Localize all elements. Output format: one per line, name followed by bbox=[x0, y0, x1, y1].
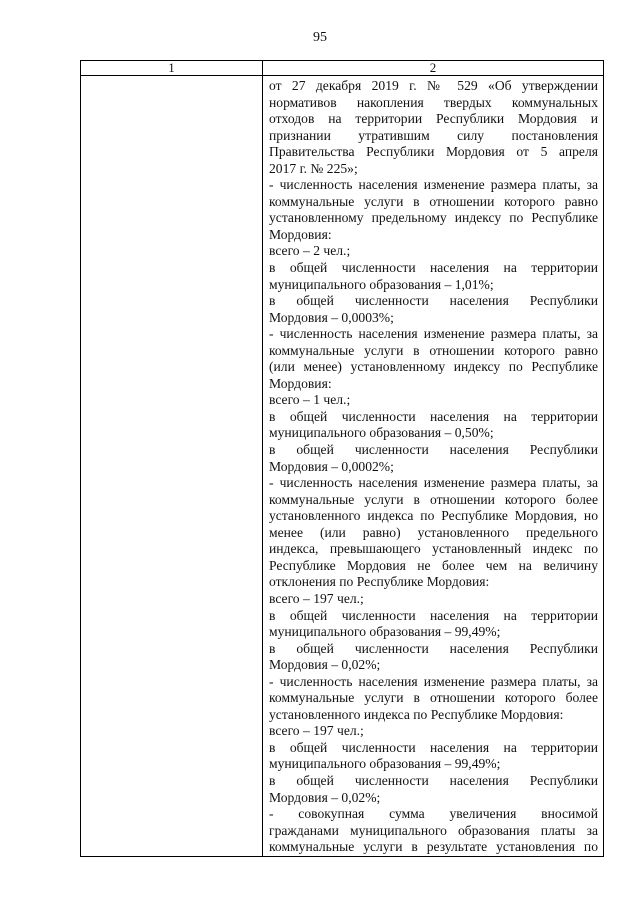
text-line: муниципального образования – 99,49%; bbox=[269, 756, 501, 772]
text-line: коммунальные услуги в отношении которого более bbox=[269, 491, 598, 507]
column-header-1: 1 bbox=[81, 61, 263, 76]
table-header-row bbox=[81, 61, 604, 76]
text-line: (или менее) установленному индексу по Республике bbox=[269, 359, 598, 375]
text-line: установленному предельному индексу по Республике bbox=[269, 210, 598, 226]
text-line: Мордовия: bbox=[269, 226, 332, 242]
text-line: установленного индекса по Республике Мордовия, но bbox=[269, 508, 598, 524]
text-line: в общей численности населения Республики bbox=[269, 640, 598, 656]
text-line: муниципального образования – 99,49%; bbox=[269, 624, 501, 640]
text-line: муниципального образования – 1,01%; bbox=[269, 276, 494, 292]
text-line: индекса, превышающего установленный индекс по bbox=[269, 541, 598, 557]
text-line: нормативов накопления твердых коммунальных bbox=[269, 94, 598, 110]
text-line: коммунальные услуги в отношении которого равно bbox=[269, 193, 598, 209]
text-line: в общей численности населения на территории bbox=[269, 739, 598, 755]
right-cell bbox=[263, 76, 604, 857]
text-line: в общей численности населения Республики bbox=[269, 442, 598, 458]
text-line: установленного индекса по Республике Мордовия: bbox=[269, 706, 564, 722]
text-line: Правительства Республики Мордовия от 5 апреля bbox=[269, 144, 598, 160]
text-line: Мордовия – 0,02%; bbox=[269, 789, 381, 805]
table-row bbox=[81, 76, 604, 857]
text-line: Мордовия – 0,02%; bbox=[269, 657, 381, 673]
text-line: коммунальные услуги в отношении которого более bbox=[269, 690, 598, 706]
column-header-2: 2 bbox=[263, 61, 604, 76]
text-line: муниципального образования – 0,50%; bbox=[269, 425, 494, 441]
text-line: признании утратившим силу постановления bbox=[269, 127, 598, 143]
text-line: всего – 1 чел.; bbox=[269, 392, 351, 408]
text-line: коммунальные услуги в результате установления по bbox=[269, 839, 598, 855]
text-line: в общей численности населения Республики bbox=[269, 293, 598, 309]
document-table bbox=[80, 60, 604, 857]
text-line: Республике Мордовия не более чем на величину bbox=[269, 557, 598, 573]
text-line: - численность населения изменение размера платы, за bbox=[269, 177, 598, 193]
text-line: менее (или равно) установленного предельного bbox=[269, 524, 598, 540]
text-line: всего – 197 чел.; bbox=[269, 590, 364, 606]
text-line: Мордовия – 0,0003%; bbox=[269, 309, 394, 325]
text-line: коммунальные услуги в отношении которого равно bbox=[269, 342, 598, 358]
text-line: всего – 2 чел.; bbox=[269, 243, 351, 259]
text-line: отклонения по Республике Мордовия: bbox=[269, 574, 490, 590]
text-line: гражданами муниципального образования платы за bbox=[269, 822, 598, 838]
page-number: 95 bbox=[313, 30, 327, 45]
text-line: всего – 197 чел.; bbox=[269, 723, 364, 739]
text-line: Мордовия – 0,0002%; bbox=[269, 458, 394, 474]
text-line: в общей численности населения Республики bbox=[269, 772, 598, 788]
text-line: - совокупная сумма увеличения вносимой bbox=[269, 806, 598, 822]
left-cell bbox=[81, 76, 263, 857]
text-line: Мордовия: bbox=[269, 375, 332, 391]
cell-text bbox=[269, 78, 598, 856]
text-line: в общей численности населения на территории bbox=[269, 408, 598, 424]
text-line: отходов на территории Республики Мордовия и bbox=[269, 111, 598, 127]
text-line: - численность населения изменение размера платы, за bbox=[269, 673, 598, 689]
text-line: - численность населения изменение размера платы, за bbox=[269, 475, 598, 491]
text-line: от 27 декабря 2019 г. № 529 «Об утверждении bbox=[269, 78, 598, 93]
text-line: в общей численности населения на территории bbox=[269, 260, 598, 276]
text-line: 2017 г. № 225»; bbox=[269, 160, 358, 176]
text-line: - численность населения изменение размера платы, за bbox=[269, 326, 598, 342]
text-line: в общей численности населения на территории bbox=[269, 607, 598, 623]
